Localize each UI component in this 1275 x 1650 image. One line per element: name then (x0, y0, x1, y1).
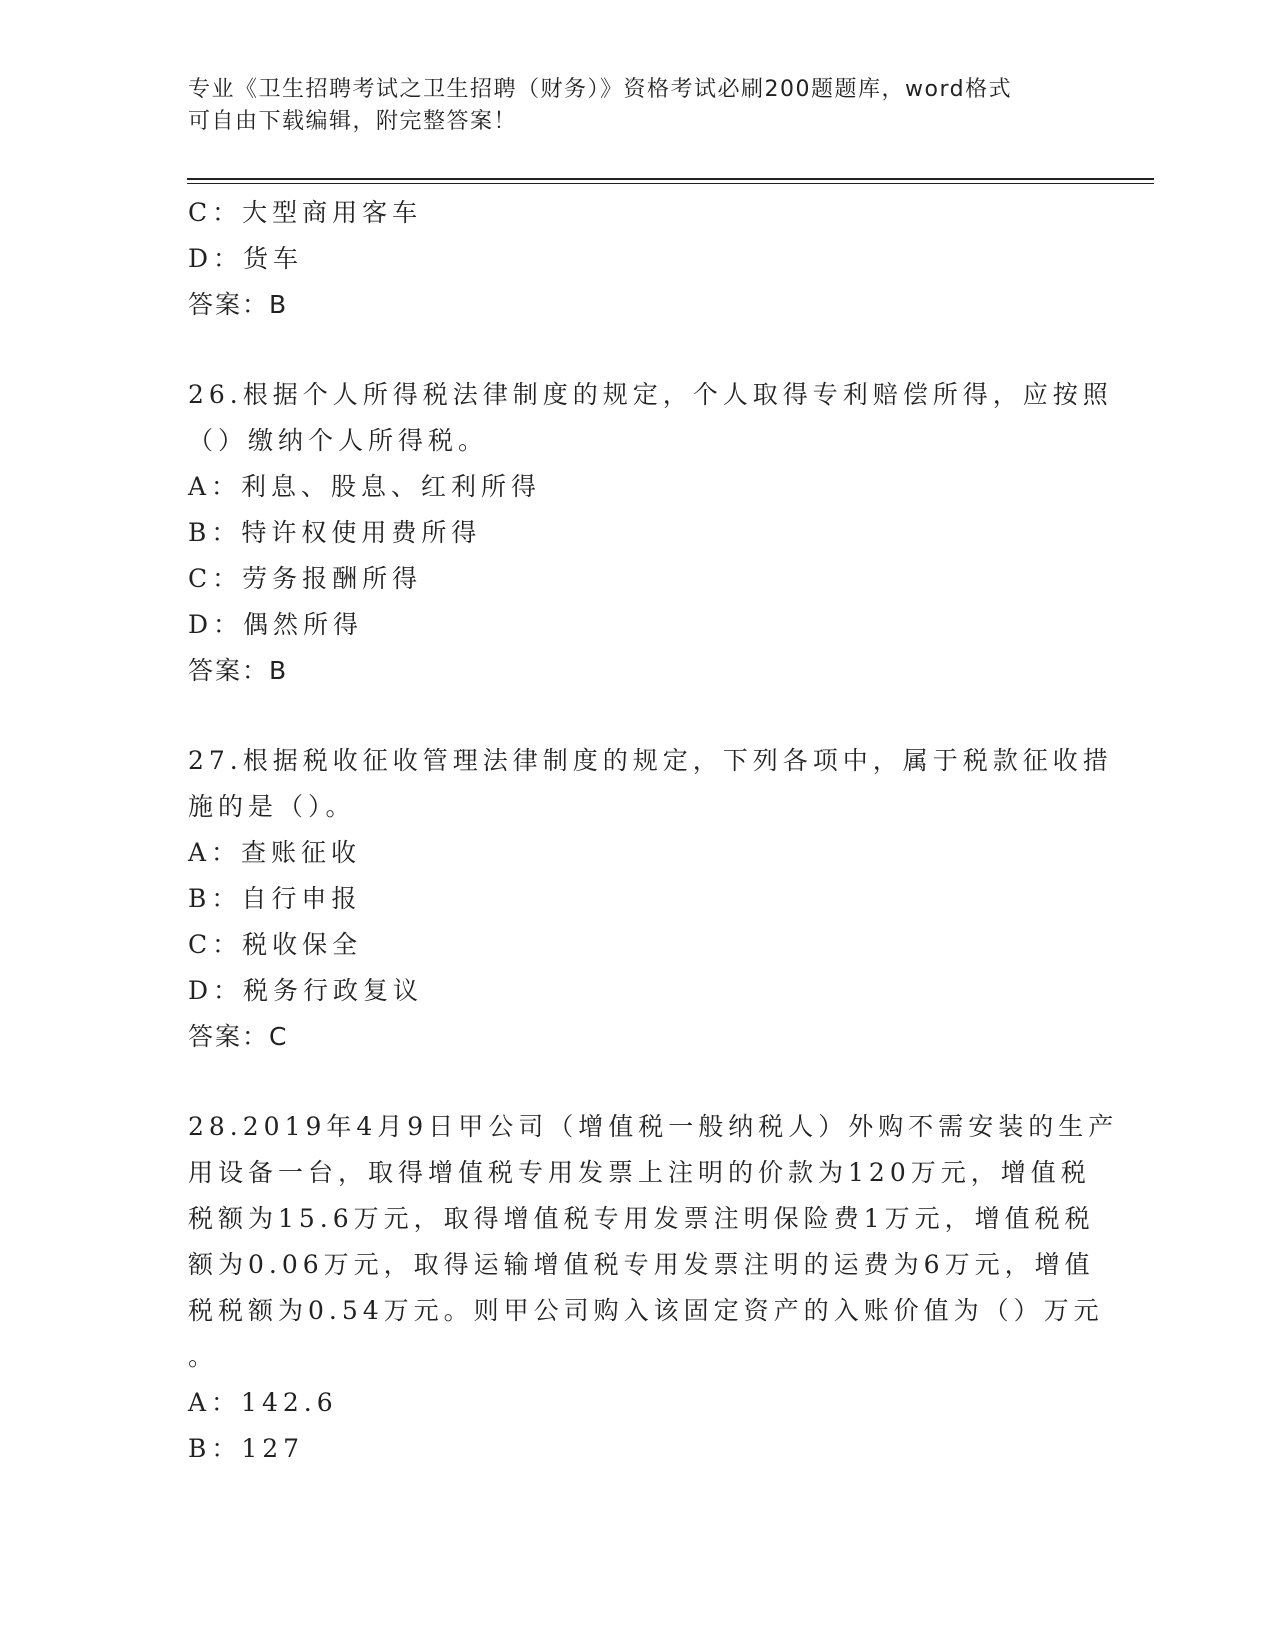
option-c: C：大型商用客车 (188, 198, 423, 227)
question-stem: 26.根据个人所得税法律制度的规定，个人取得专利赔偿所得，应按照 (188, 380, 1113, 409)
answer-line: 答案：C (188, 1022, 289, 1051)
question-stem-continued: （）缴纳个人所得税。 (188, 426, 489, 455)
question-content (188, 190, 1119, 1472)
question-28 (188, 1104, 1119, 1472)
option-b: B：127 (188, 1434, 305, 1463)
question-stem-continued: 额为0.06万元，取得运输增值税专用发票注明的运费为6万元，增值 (188, 1250, 1095, 1279)
question-stem: 27.根据税收征收管理法律制度的规定，下列各项中，属于税款征收措 (188, 746, 1113, 775)
option-d: D：税务行政复议 (188, 976, 424, 1005)
option-c: C：税收保全 (188, 930, 363, 959)
header-title-line-1: 专业《卫生招聘考试之卫生招聘（财务）》资格考试必刷200题题库，word格式 (188, 77, 1013, 102)
question-stem-continued: 施的是（）。 (188, 792, 356, 821)
question-26 (188, 372, 1113, 694)
spacer (188, 328, 1088, 372)
option-a: A：查账征收 (188, 838, 362, 867)
question-stem-continued: 用设备一台，取得增值税专用发票上注明的价款为120万元，增值税 (188, 1158, 1091, 1187)
option-d: D：偶然所得 (188, 610, 364, 639)
option-b: B：特许权使用费所得 (188, 518, 482, 547)
question-25-fragment (188, 190, 1088, 328)
answer-line: 答案：B (188, 656, 289, 685)
question-27 (188, 738, 1113, 1060)
option-a: A：142.6 (188, 1388, 338, 1417)
header-divider (187, 178, 1154, 184)
option-b: B：自行申报 (188, 884, 362, 913)
option-a: A：利息、股息、红利所得 (188, 472, 542, 501)
question-stem-continued: 税税额为0.54万元。则甲公司购入该固定资产的入账价值为（）万元 (188, 1296, 1104, 1325)
answer-line: 答案：B (188, 290, 289, 319)
question-stem: 28.2019年4月9日甲公司（增值税一般纳税人）外购不需安装的生产 (188, 1112, 1119, 1141)
spacer (188, 694, 1088, 738)
document-header (188, 74, 1068, 138)
question-stem-continued: 。 (188, 1342, 219, 1371)
question-stem-continued: 税额为15.6万元，取得增值税专用发票注明保险费1万元，增值税税 (188, 1204, 1095, 1233)
option-c: C：劳务报酬所得 (188, 564, 423, 593)
header-title-line-2: 可自由下载编辑，附完整答案！ (188, 109, 518, 134)
spacer (188, 1060, 1088, 1104)
option-d: D：货车 (188, 244, 304, 273)
